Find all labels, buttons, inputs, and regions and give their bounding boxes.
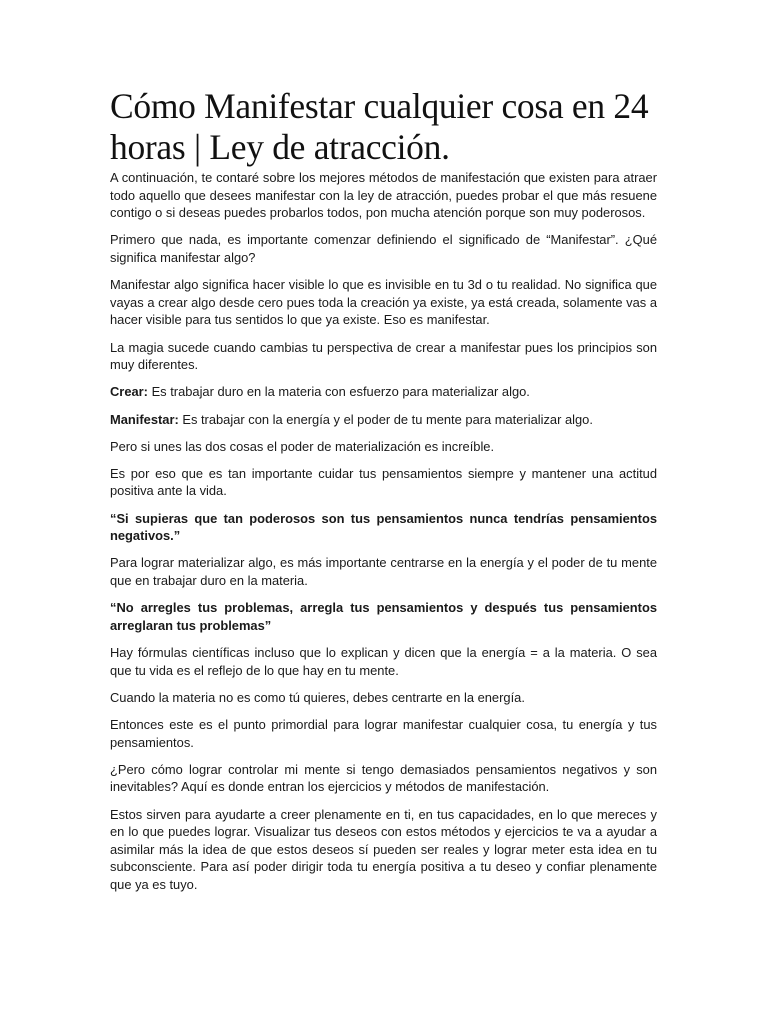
definition-manifestar: [110, 411, 657, 429]
paragraph-control-mind: ¿Pero cómo lograr controlar mi mente si tengo demasiados pensamientos negativos y son inevitables? Aquí es donde entran los ejercicios y métodos de manifestación.: [110, 761, 657, 795]
paragraph-matter: Cuando la materia no es como tú quieres, debes centrarte en la energía.: [110, 689, 525, 705]
definition-crear: [110, 383, 657, 401]
paragraph-energy-focus: Para lograr materializar algo, es más importante centrarse en la energía y el poder de tu mente que en trabajar duro en la materia.: [110, 555, 657, 589]
document-body: [110, 169, 657, 894]
definition-crear-term: Crear:: [110, 384, 148, 400]
document-title: Cómo Manifestar cualquier cosa en 24 horas | Ley de atracción.: [110, 86, 649, 167]
definition-manifestar-term: Manifestar:: [110, 411, 179, 427]
quote-fix-thoughts: “No arregles tus problemas, arregla tus pensamientos y después tus pensamientos arreglaran tus problemas”: [110, 600, 657, 633]
paragraph-formulas: Hay fórmulas científicas incluso que lo explican y dicen que la energía = a la materia. O sea que tu vida es el reflejo de lo que hay en tu mente.: [110, 645, 657, 678]
document-page: [110, 86, 657, 903]
paragraph-primordial: Entonces este es el punto primordial para lograr manifestar cualquier cosa, tu energía y tus pensamientos.: [110, 716, 657, 750]
paragraph-intro: A continuación, te contaré sobre los mejores métodos de manifestación que existen para atraer todo aquello que desees manifestar con la ley de atracción, puedes probar el que más resuene contigo o si deseas puedes probarlos todos, pon mucha atención porque son muy poderosos.: [110, 170, 657, 221]
definition-crear-text: Es trabajar duro en la materia con esfuerzo para materializar algo.: [147, 384, 530, 400]
paragraph-manifest-meaning: Manifestar algo significa hacer visible lo que es invisible en tu 3d o tu realidad. No significa que vayas a crear algo desde cero pues toda la creación ya existe, ya está creada, solamente vas a hacer visible para tus sentidos lo que ya existe. Eso es manifestar.: [110, 277, 657, 328]
paragraph-thoughts: Es por eso que es tan importante cuidar tus pensamientos siempre y mantener una actitud positiva ante la vida.: [110, 465, 657, 499]
quote-powerful-thoughts: “Si supieras que tan poderosos son tus pensamientos nunca tendrías pensamientos negativos.”: [110, 510, 657, 544]
paragraph-definition-question: Primero que nada, es importante comenzar definiendo el significado de “Manifestar”. ¿Qué significa manifestar algo?: [110, 232, 657, 265]
definition-manifestar-text: Es trabajar con la energía y el poder de tu mente para materializar algo.: [178, 411, 593, 427]
paragraph-magic: La magia sucede cuando cambias tu perspectiva de crear a manifestar pues los principios son muy diferentes.: [110, 339, 657, 373]
paragraph-methods-purpose: Estos sirven para ayudarte a creer plenamente en ti, en tus capacidades, en lo que mereces y en lo que puedes lograr. Visualizar tus deseos con estos métodos y ejercicios te va a ayudar a asimilar más la idea de que estos deseos sí pueden ser reales y lograr meter esta idea en tu subconsciente. Para así poder dirigir toda tu energía positiva a tu deseo y confiar plenamente que ya es tuyo.: [110, 806, 657, 892]
paragraph-union: Pero si unes las dos cosas el poder de materialización es increíble.: [110, 438, 495, 454]
